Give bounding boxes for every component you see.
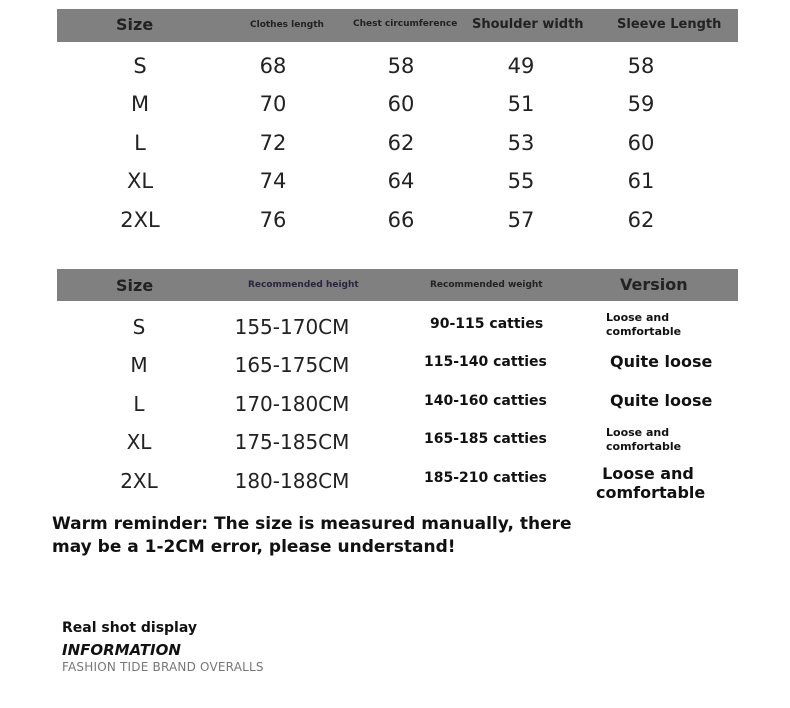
version-cell: Loose and comfortable (606, 311, 682, 338)
clothes-length-cell: 74 (259, 169, 287, 193)
recommend-table-header-version: Version (620, 275, 688, 294)
information-label: INFORMATION (62, 641, 181, 659)
weight-cell: 165-185 catties (424, 431, 547, 447)
shoulder-cell: 55 (507, 169, 535, 193)
warm-reminder-line-1: Warm reminder: The size is measured manually, there (52, 514, 572, 534)
size-table-header-chest: Chest circumference (353, 19, 458, 29)
recommend-table-header-weight: Recommended weight (430, 280, 543, 290)
clothes-length-cell: 70 (259, 92, 287, 116)
recommend-table-header-height: Recommended height (248, 280, 359, 290)
size-table-header-shoulder: Shoulder width (472, 17, 584, 32)
size-table-header-clothes-length: Clothes length (250, 20, 324, 30)
sleeve-cell: 61 (627, 169, 655, 193)
height-cell: 170-180CM (234, 392, 350, 416)
weight-cell: 140-160 catties (424, 393, 547, 409)
height-cell: 155-170CM (234, 315, 350, 339)
version-cell: Quite loose (610, 352, 713, 371)
clothes-length-cell: 68 (259, 54, 287, 78)
version-cell: Quite loose (610, 391, 713, 410)
sleeve-cell: 62 (627, 208, 655, 232)
size-cell: 2XL (120, 469, 158, 493)
warm-reminder-line-2: may be a 1-2CM error, please understand! (52, 537, 456, 557)
brand-label: FASHION TIDE BRAND OVERALLS (62, 660, 264, 674)
size-cell: 2XL (120, 208, 160, 232)
real-shot-label: Real shot display (62, 620, 197, 636)
sleeve-cell: 58 (627, 54, 655, 78)
size-table-header-sleeve: Sleeve Length (617, 17, 722, 32)
recommend-table-header-size: Size (116, 276, 154, 295)
weight-cell: 185-210 catties (424, 470, 547, 486)
shoulder-cell: 53 (507, 131, 535, 155)
version-cell: Loose and comfortable (606, 426, 682, 453)
weight-cell: 90-115 catties (430, 316, 544, 332)
shoulder-cell: 49 (507, 54, 535, 78)
size-cell: XL (126, 430, 152, 454)
size-cell: M (130, 353, 148, 377)
clothes-length-cell: 76 (259, 208, 287, 232)
size-cell: L (134, 131, 146, 155)
chest-cell: 58 (387, 54, 415, 78)
chest-cell: 66 (387, 208, 415, 232)
height-cell: 180-188CM (234, 469, 350, 493)
height-cell: 175-185CM (234, 430, 350, 454)
size-cell: S (132, 315, 146, 339)
sleeve-cell: 59 (627, 92, 655, 116)
weight-cell: 115-140 catties (424, 354, 547, 370)
height-cell: 165-175CM (234, 353, 350, 377)
chest-cell: 64 (387, 169, 415, 193)
chest-cell: 60 (387, 92, 415, 116)
clothes-length-cell: 72 (259, 131, 287, 155)
size-cell: L (133, 392, 145, 416)
shoulder-cell: 57 (507, 208, 535, 232)
size-cell: XL (126, 169, 154, 193)
sleeve-cell: 60 (627, 131, 655, 155)
size-cell: S (133, 54, 147, 78)
chest-cell: 62 (387, 131, 415, 155)
shoulder-cell: 51 (507, 92, 535, 116)
version-cell: Loose and comfortable (596, 464, 706, 502)
size-cell: M (130, 92, 150, 116)
size-table-header-size: Size (116, 15, 154, 34)
